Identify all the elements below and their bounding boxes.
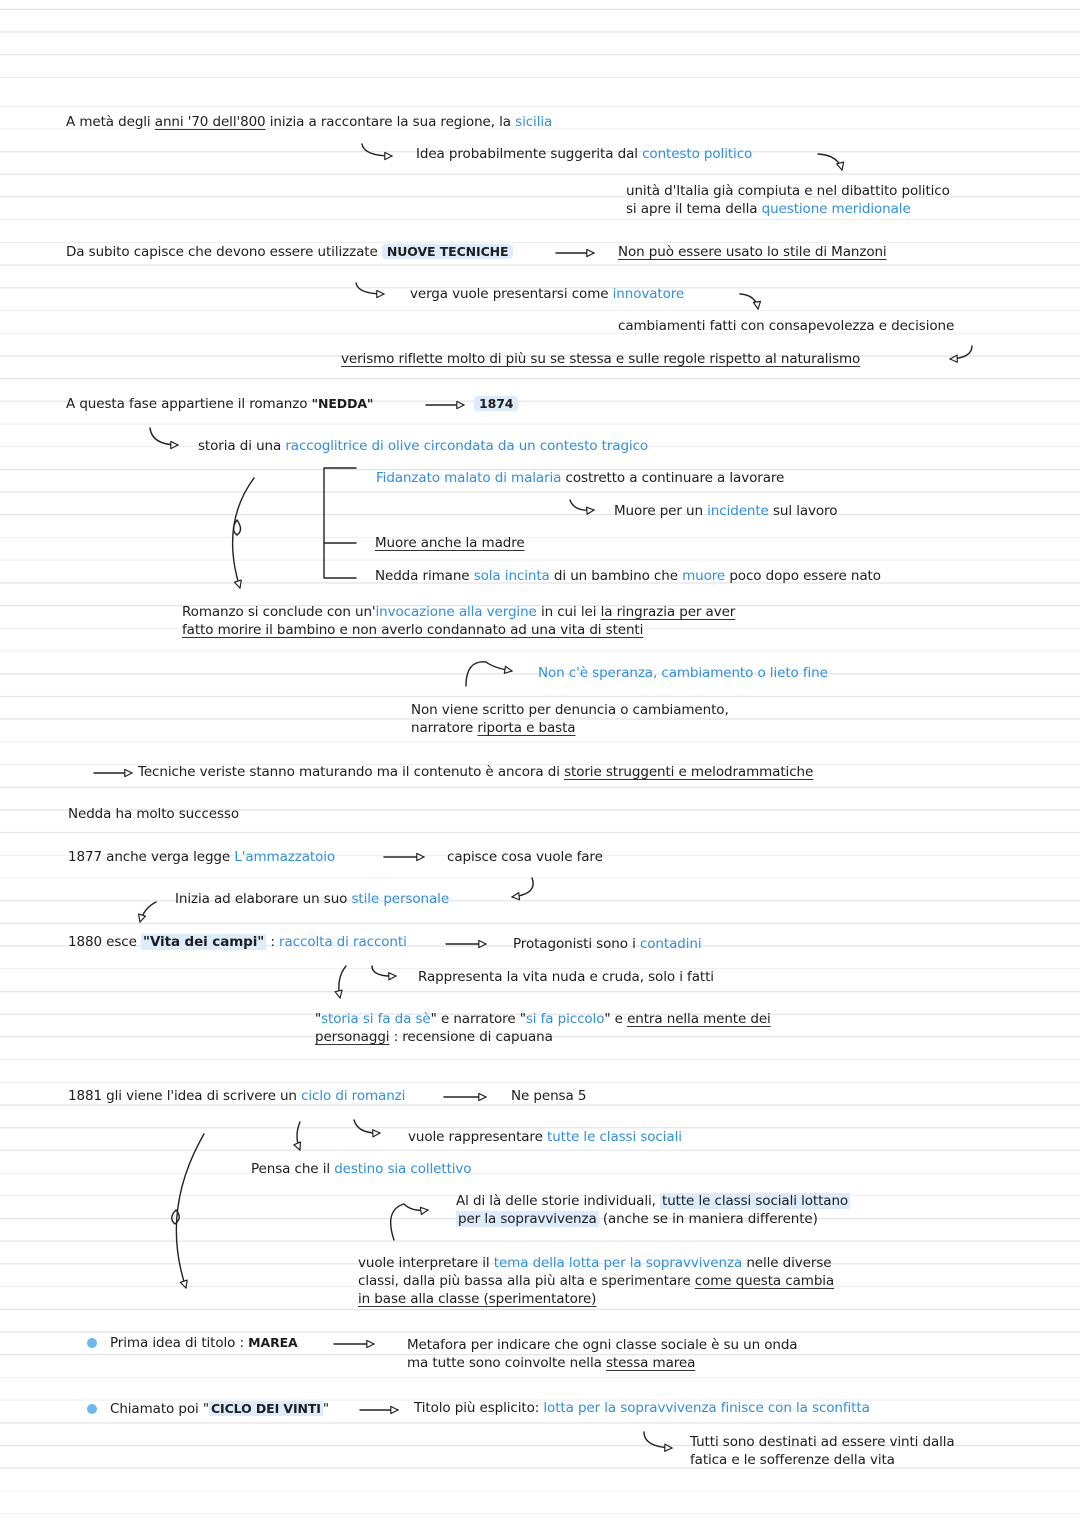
note-line: fatto morire il bambino e non averlo condannato ad una vita di stenti: [182, 622, 644, 638]
note-line: 1880 esce "Vita dei campi" : raccolta di racconti: [68, 934, 407, 950]
note-line: Pensa che il destino sia collettivo: [251, 1161, 472, 1177]
note-line: capisce cosa vuole fare: [447, 849, 603, 865]
curved-arrow-icon: [362, 144, 392, 156]
curved-arrow-icon: [176, 1134, 204, 1288]
curved-arrow-icon: [354, 1120, 380, 1133]
note-line: Ne pensa 5: [511, 1088, 587, 1104]
note-line: Tecniche veriste stanno maturando ma il contenuto è ancora di storie struggenti e melodrammatiche: [138, 764, 814, 780]
note-line: 1881 gli viene l'idea di scrivere un ciclo di romanzi: [68, 1088, 406, 1104]
note-line: Fidanzato malato di malaria costretto a continuare a lavorare: [376, 470, 785, 486]
note-line: A questa fase appartiene il romanzo "NEDDA": [66, 396, 374, 412]
curved-arrow-icon: [356, 283, 384, 294]
note-line: "storia si fa da sè" e narratore "si fa piccolo" e entra nella mente dei: [315, 1011, 771, 1027]
bullet-dot-icon: [87, 1338, 97, 1348]
note-line: Rappresenta la vita nuda e cruda, solo i fatti: [418, 969, 714, 985]
note-line: Non viene scritto per denuncia o cambiamento,: [411, 702, 729, 718]
branch-bracket: [324, 468, 356, 578]
note-line: Romanzo si conclude con un'invocazione alla vergine in cui lei la ringrazia per aver: [182, 604, 736, 620]
note-line: Metafora per indicare che ogni classe sociale è su un onda: [407, 1337, 798, 1353]
note-line: Protagonisti sono i contadini: [513, 936, 702, 952]
curved-arrow-icon: [818, 154, 842, 170]
note-line: ma tutte sono coinvolte nella stessa marea: [407, 1355, 696, 1371]
note-line: Prima idea di titolo : MAREA: [110, 1335, 298, 1351]
curved-arrow-icon: [740, 294, 758, 309]
note-line: Nedda ha molto successo: [68, 806, 239, 822]
note-line: Muore anche la madre: [375, 535, 525, 551]
note-line: storia di una raccoglitrice di olive circondata da un contesto tragico: [198, 438, 649, 454]
curved-arrow-icon: [297, 1122, 300, 1150]
note-line: Idea probabilmente suggerita dal contesto politico: [416, 146, 753, 162]
note-line: Non può essere usato lo stile di Manzoni: [618, 244, 887, 260]
curved-arrow-icon: [466, 662, 512, 686]
note-line: Tutti sono destinati ad essere vinti dalla: [690, 1434, 955, 1450]
curved-arrow-icon: [644, 1432, 672, 1448]
note-line: Da subito capisce che devono essere utilizzate NUOVE TECNICHE: [66, 243, 513, 261]
curved-arrow-icon: [372, 966, 396, 976]
note-line: Chiamato poi " CICLO DEI VINTI ": [110, 1401, 329, 1417]
note-line: A metà degli anni '70 dell'800 inizia a raccontare la sua regione, la sicilia: [66, 114, 553, 130]
loop-mark: [234, 520, 241, 535]
note-line: narratore riporta e basta: [411, 720, 576, 736]
note-line: Non c'è speranza, cambiamento o lieto fine: [538, 665, 828, 681]
note-line: fatica e le sofferenze della vita: [690, 1452, 895, 1468]
curved-arrow-icon: [512, 878, 533, 897]
note-line: in base alla classe (sperimentatore): [358, 1291, 597, 1307]
note-line: vuole rappresentare tutte le classi sociali: [408, 1129, 682, 1145]
curved-arrow-icon: [570, 500, 594, 510]
curved-arrow-icon: [950, 346, 972, 359]
note-line: cambiamenti fatti con consapevolezza e decisione: [618, 318, 955, 334]
note-line: Muore per un incidente sul lavoro: [614, 503, 838, 519]
note-line: Titolo più esplicito: lotta per la sopravvivenza finisce con la sconfitta: [414, 1400, 870, 1416]
note-line: Inizia ad elaborare un suo stile personale: [175, 891, 450, 907]
note-line: Al di là delle storie individuali, tutte le classi sociali lottano: [456, 1193, 849, 1209]
bullet-dot-icon: [87, 1404, 97, 1414]
note-line: vuole interpretare il tema della lotta per la sopravvivenza nelle diverse: [358, 1255, 832, 1271]
curved-arrow-icon: [150, 428, 178, 445]
note-line: verismo riflette molto di più su se stessa e sulle regole rispetto al naturalismo: [341, 351, 861, 367]
note-line: verga vuole presentarsi come innovatore: [410, 286, 685, 302]
note-line: Nedda rimane sola incinta di un bambino che muore poco dopo essere nato: [375, 568, 881, 584]
curved-arrow-icon: [339, 966, 346, 998]
note-line: unità d'Italia già compiuta e nel dibattito politico: [626, 183, 950, 199]
curved-arrow-icon: [140, 902, 156, 922]
note-line: classi, dalla più bassa alla più alta e sperimentare come questa cambia: [358, 1273, 835, 1289]
note-line: 1877 anche verga legge L'ammazzatoio: [68, 849, 336, 865]
curved-arrow-icon: [391, 1204, 428, 1240]
note-line: si apre il tema della questione meridionale: [626, 201, 911, 217]
note-line: per la sopravvivenza (anche se in maniera differente): [458, 1211, 818, 1227]
note-date: 1874: [474, 395, 518, 413]
note-line: personaggi : recensione di capuana: [315, 1029, 553, 1045]
curved-arrow-icon: [233, 478, 254, 588]
loop-mark: [172, 1210, 180, 1224]
